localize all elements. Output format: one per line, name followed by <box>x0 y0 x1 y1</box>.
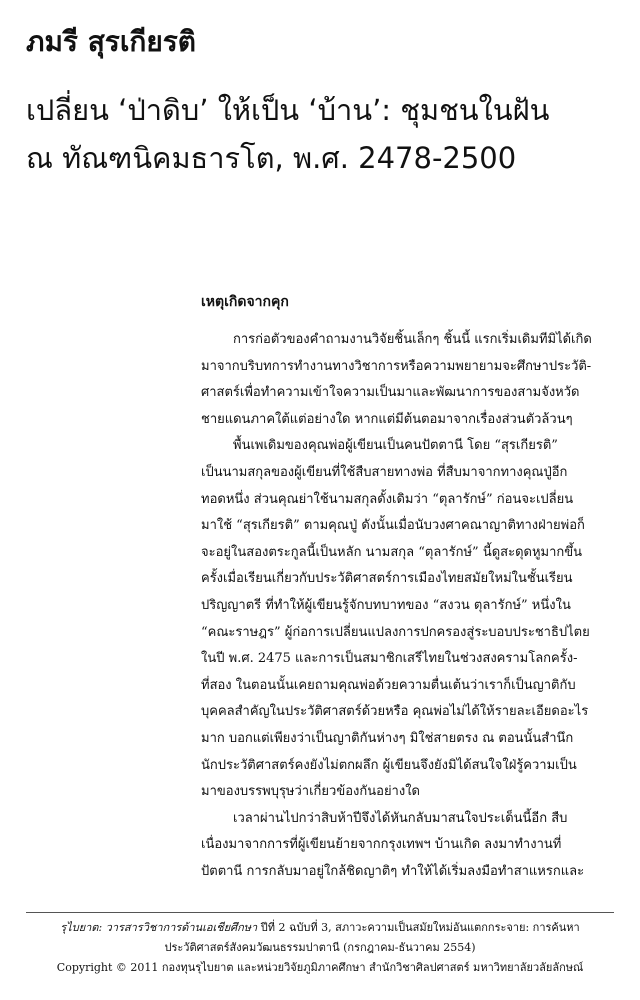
body-line: ที่สอง ในตอนนั้นเคยถามคุณพ่อด้วยความตื่นเต้นว่าเราก็เป็นญาติกับ <box>201 677 576 693</box>
body-line: ชายแดนภาคใต้แต่อย่างใด หากแต่มีต้นตอมาจากเรื่องส่วนตัวล้วนๆ <box>201 411 573 427</box>
title-line-2: ณ ทัณฑนิคมธารโต, พ.ศ. 2478-2500 <box>26 141 517 175</box>
footer-citation <box>26 918 614 938</box>
body-line: เนื่องมาจากการที่ผู้เขียนย้ายจากกรุงเทพฯ บ้านเกิด ลงมาทำงานที่ <box>201 837 562 853</box>
body-line: ศาสตร์เพื่อทำความเข้าใจความเป็นมาและพัฒนาการของสามจังหวัด <box>201 385 580 401</box>
body-line: ในปี พ.ศ. 2475 และการเป็นสมาชิกเสรีไทยในช่วงสงครามโลกครั้ง- <box>201 651 578 667</box>
title-line-1: เปลี่ยน ‘ป่าดิบ’ ให้เป็น ‘บ้าน’: ชุมชนในฝัน <box>26 93 550 127</box>
body-line: พื้นเพเดิมของคุณพ่อผู้เขียนเป็นคนปัตตานี โดย “สุรเกียรติ” <box>233 438 558 454</box>
body-line: การก่อตัวของคำถามงานวิจัยชิ้นเล็กๆ ชิ้นนี้ แรกเริ่มเดิมทีมิได้เกิด <box>233 332 592 347</box>
body-line: มาจากบริบทการทำงานทางวิชาการหรือความพยายามจะศึกษาประวัติ- <box>201 358 592 374</box>
footer-citation-cont: ประวัติศาสตร์สังคมวัฒนธรรมปาตานี (กรกฎาคม-ธันวาคม 2554) <box>164 941 476 954</box>
body-line: “คณะราษฎร” ผู้ก่อการเปลี่ยนแปลงการปกครองสู่ระบอบประชาธิปไตย <box>201 624 590 640</box>
journal-issue: ปีที่ 2 ฉบับที่ 3, สภาวะความเป็นสมัยใหม่อันแตกกระจาย: การค้นหา <box>257 921 580 934</box>
body-line: ปริญญาตรี ที่ทำให้ผู้เขียนรู้จักบทบาทของ “สงวน ตุลารักษ์” หนึ่งใน <box>201 597 571 613</box>
article-body <box>201 327 611 885</box>
footer-copyright: Copyright © 2011 กองทุนรุไบยาต และหน่วยวิจัยภูมิภาคศึกษา สำนักวิชาศิลปศาสตร์ มหาวิทยาลัยวลัยลักษณ์ <box>56 961 584 974</box>
page-footer <box>26 918 614 978</box>
body-line: นักประวัติศาสตร์คงยังไม่ตกผลึก ผู้เขียนจึงยังมิได้สนใจใฝ่รู้ความเป็น <box>201 757 577 773</box>
body-line: เวลาผ่านไปกว่าสิบห้าปีจึงได้หันกลับมาสนใจประเด็นนี้อีก สืบ <box>233 810 568 826</box>
body-line: มาใช้ “สุรเกียรติ” ตามคุณปู่ ดังนั้นเมื่อนับวงศาคณาญาติทางฝ่ายพ่อก็ <box>201 518 585 534</box>
body-line: ปัตตานี การกลับมาอยู่ใกล้ชิดญาติๆ ทำให้ได้เริ่มลงมือทำสาแหรกและ <box>201 863 585 879</box>
body-line: ทอดหนึ่ง ส่วนคุณย่าใช้นามสกุลดั้งเดิมว่า “ตุลารักษ์” ก่อนจะเปลี่ยน <box>201 491 574 507</box>
body-line: เป็นนามสกุลของผู้เขียนที่ใช้สืบสายทางพ่อ ที่สืบมาจากทางคุณปู่อีก <box>201 464 568 480</box>
section-heading: เหตุเกิดจากคุก <box>201 294 289 310</box>
footer-divider <box>26 912 614 913</box>
body-line: มาก บอกแต่เพียงว่าเป็นญาติกันห่างๆ มิใช่สายตรง ณ ตอนนั้นสำนึก <box>201 730 574 746</box>
body-line: ครั้งเมื่อเรียนเกี่ยวกับประวัติศาสตร์การเมืองไทยสมัยใหม่ในชั้นเรียน <box>201 571 573 587</box>
journal-name: รุไบยาต: วารสารวิชาการด้านเอเชียศึกษา <box>60 921 258 934</box>
body-line: มาของบรรพบุรุษว่าเกี่ยวข้องกันอย่างใด <box>201 784 420 800</box>
body-line: บุคคลสำคัญในประวัติศาสตร์ด้วยหรือ คุณพ่อไม่ได้ให้รายละเอียดอะไร <box>201 704 589 720</box>
author-name: ภมรี สุรเกียรติ <box>26 25 196 58</box>
article-title <box>26 86 626 182</box>
body-line: จะอยู่ในสองตระกูลนี้เป็นหลัก นามสกุล “ตุลารักษ์” นี้ดูสะดุดหูมากขึ้น <box>201 544 583 560</box>
